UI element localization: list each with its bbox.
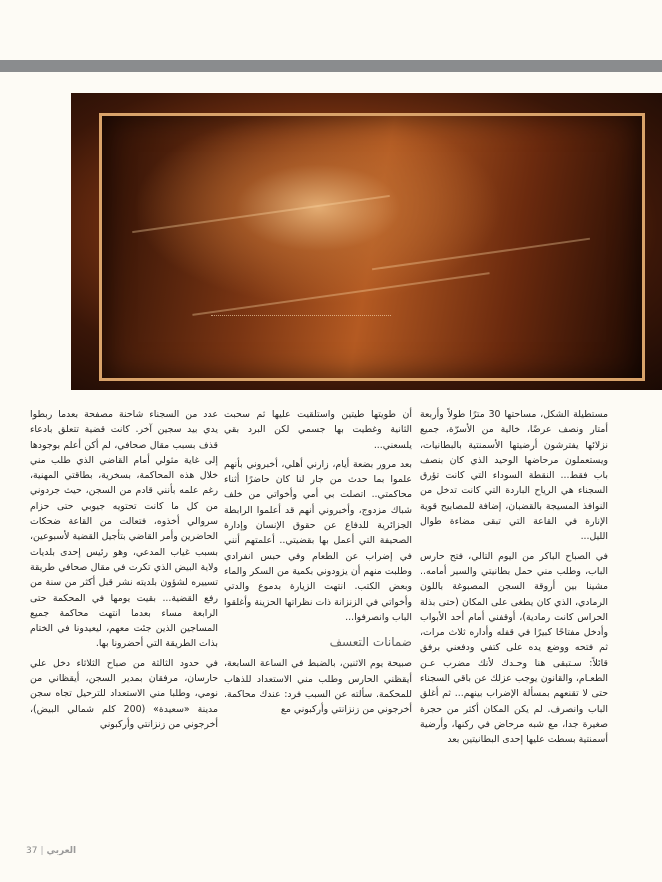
article-photo [71,93,662,390]
column-middle [224,407,412,722]
paragraph: مستطيلة الشكل، مساحتها 30 مترًا طولاً وأربعة أمتار ونصف عرضًا، خالية من الأسرّة، جميع نزلائها يفترشون أرضيتها الأسمنتية بالبطانيات، ويستعملون مرحاضها الوحيد الذي كان بنصف باب فقط... النقطة السوداء التي كانت تؤرق السجناء هي الرياح الباردة التي كانت تدخل من النوافذ المسيجة بالقضبان، إضافة للمصابيح قوية الإنارة في القاعة التي تبقى مضاءة طوال الليل... [420,409,608,543]
column-left [30,407,218,736]
paragraph: في الصباح الباكر من اليوم التالي، فتح حارس الباب، وطلب مني حمل بطانيتي والسير أمامه.. مشينا بين أروقة السجن المصبوغة باللون الرمادي، الذي كان يطغى على المكان (حتى بذلة الحراس كانت رمادية)، أوقفني أمام أحد الأبواب وأدخل مفتاحًا كبيرًا في قفله وأداره ثلاث مرات، ثم فتحه ووضع يده على كتفي ودفعني برفق قائلاً: سـتبقى هنا وحـدك لأنك مضرب عـن الطعـام، والقانون يوجب عزلك عن باقي السجناء حتى لا تقنعهم بمسألة الإضراب بينهم... ثم أغلق الباب وانصرف. لم يكن المكان أكثر من حجرة صغيرة جدا، مع شبه مرحاض في ركنها، وأرضية أسمنتية بسطت عليها إحدى البطانيتين بعد [420,550,608,746]
page-number: 37 [26,846,38,856]
paragraph: في حدود الثالثة من صباح الثلاثاء دخل علي حارسان، مرفقان بمدير السجن، أيقظاني من نومي، وطلبا مني الاستعداد للترحيل تجاه سجن مدينة «سعيدة» (200 كلم شمالي البيض)، أخرجوني من زنزانتي وأركبوني [30,657,218,730]
paragraph: عدد من السجناء شاحنة مصفحة بعدما ربطوا يدي بيد سجين آخر. كانت قضية تتعلق بادعاء قذف بسبب مقال صحافي، لم أكن أعلم بوجودها إلى غاية مثولي أمام القاضي الذي طلب مني خلال هذه المحاكمة، بسخرية، بطاقتي المهنية، رغم علمه بأنني قادم من السجن، حيث جردوني من كل ما كانت تحتويه جيوبي حتى حزام سروالي أخذوه، فتعالت من القاعة ضحكات الحاضرين وأمر القاضي بتأجيل القضية لأسبوعين، بسبب غياب المدعي، وهو رئيس إحدى بلديات ولاية البيض الذي تكرت في مقال صحافي طريقة تسييره لشؤون بلديته نشر قبل أكثر من سنة من رفع القضية... بقيت يومها في المحكمة حتى الرابعة مساء بعدما انتهت محاكمة جميع المساجين الذين جئت معهم، ليعيدونا في الختام بذات الطريقة التي أحضرونا بها. [30,409,218,650]
header-band [0,60,662,72]
paragraph: أن طويتها طيتين واستلقيت عليها ثم سحبت الثانية وغطيت بها جسمي لكن البرد بقي يلسعني... [224,409,412,451]
column-right [420,407,608,752]
section-heading: ضمانات التعسف [329,635,412,650]
page-footer: 37 | العربي [26,846,77,856]
photo-script-line [211,315,391,324]
photo-frame [99,113,645,381]
magazine-name: العربي [46,846,77,856]
paragraph: بعد مرور بضعة أيام، زارني أهلي، أخبروني بأنهم علموا بما حدث من جار لنا كان حاضرًا أثناء محاكمتي.. اتصلت بي أمي وأخواتي من خلف شباك مزدوج، وأخبروني أنهم قد أعلموا الرابطة الجزائرية للدفاع عن حقوق الإنسان وإدارة الصحيفة التي أعمل بها بقضيتي.. أعلمتهم أنني في إضراب عن الطعام وفي حبس انفرادي وطلبت منهم أن يزودوني بكمية من السكر والماء وبعض الكتب. انتهت الزيارة بدموع والدتي وأخواتي في الزنزانة ذات نظراتها الحزينة وأغلقوا الباب وانصرفوا... [224,458,412,623]
paragraph: صبيحة يوم الاثنين، بالضبط في الساعة السابعة، أيقظني الحارس وطلب مني الاستعداد للذهاب للمحكمة. سألته عن السبب فرد: عندك محاكمة. أخرجوني من زنزانتي وأركبوني مع [224,658,412,716]
